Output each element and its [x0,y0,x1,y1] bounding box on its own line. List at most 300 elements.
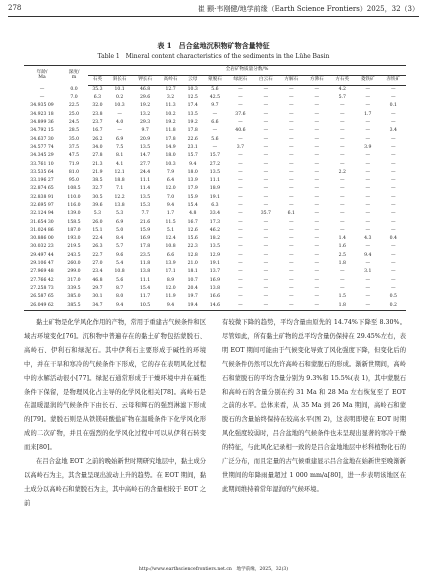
page-footer: http://www.earthsciencefrontiers.net.cn 地学前缘，2025，32(3) [138,567,289,572]
table-cell: — [314,186,320,192]
table-cell: — [263,203,269,208]
table-cell: 28.5 [68,128,80,134]
table-cell: 6.4 [166,178,175,184]
table-cell: — [263,194,269,200]
table-cell: 27.766 42 [30,277,54,283]
table-cell: 19.1 [209,261,221,267]
table-cell: 26.3 [92,244,103,250]
table-cell: — [289,144,294,150]
table-cell: 19.4 [183,302,202,311]
col-mineral: 石英 [88,76,107,86]
table-cell: 15.1 [92,227,103,233]
table-cell: 95.0 [68,178,80,184]
table-row [24,210,406,218]
table-cell: 22.6 [187,136,198,142]
table-cell: 3.9 [364,144,372,150]
table-cell: — [390,252,396,258]
table-cell: — [365,294,371,300]
table-cell: 19.1 [209,194,221,200]
table-cell: — [238,95,243,101]
table-cell: 7.5 [115,144,124,150]
table-cell: 7.0 [70,95,78,101]
table-cell: — [289,120,294,126]
table-cell: 1.7 [364,111,372,117]
table-cell: 27.2 [209,161,221,167]
table-cell: 4.8 [189,211,197,217]
table-cell: 14.7 [139,153,151,159]
table-cell: — [390,111,396,117]
table-cell: 34.345 29 [30,153,54,159]
table-cell: — [314,136,320,142]
table-cell: — [238,169,243,175]
table-cell: — [238,261,243,267]
table-cell: 34.899 36 [30,120,54,126]
table-row [24,252,406,260]
table-cell: 29.6 [139,95,151,101]
table-cell: 14.9 [165,144,176,150]
table-cell: 5.3 [93,211,102,217]
table-cell: 34.0 [92,144,103,150]
table-cell: 385.0 [67,294,81,300]
table-cell: — [390,277,396,283]
table-cell: — [212,128,218,134]
table-cell: — [390,169,396,175]
table-cell: 13.5 [209,244,221,250]
table-row [24,302,406,311]
table-cell: — [339,178,345,184]
table-cell: 5.7 [338,95,346,101]
col-mineral: 方石英 [330,76,355,86]
table-cell: 16.6 [209,294,221,300]
table-cell: 10.3 [187,86,198,92]
table-cell: 21.9 [92,169,103,175]
table-cell: — [339,136,345,142]
table-cell: 10.7 [187,277,198,283]
table-cell: 15.3 [139,203,151,208]
table-cell: 20.9 [139,136,151,142]
table-cell: 32.695 97 [30,203,54,208]
table-cell: — [238,203,243,208]
table-cell: — [365,103,371,109]
table-cell: — [263,277,269,283]
table-cell: 17.1 [165,269,176,275]
table-cell: — [390,95,396,101]
table-cell: 22.5 [68,103,80,109]
table-cell: 12.1 [114,169,125,175]
table-cell: — [365,86,371,92]
table-cell: 32.0 [92,103,103,109]
table-cell: 21.3 [92,161,103,167]
table-cell: 30.032 23 [30,244,54,250]
table-cell: — [339,111,345,117]
running-header [8,4,419,16]
table-cell: — [263,95,269,101]
table-cell: 139.0 [67,211,81,217]
body-paragraph: 有较微下降的趋势，平均含量由原先的 14.74%下降至 8.30%。尽管如此，所有黏土矿物的总平均含量仍保持在 29.45%左右，表明 EOT 期间可能由于气候变化导致了风化强度下降，但变化后的气候条件仍然可以允许高岭石和蒙脱石的形成。渐新世期间，高岭石和蒙脱石的平均含量分别为 9.3%和 15.5%(表 1)，其中蒙脱石和高岭石的含量分别在约 31 Ma 和 28 Ma 左右恢复至了 EOT 之前的水平。总体来看，从 35 Ma 到 26 Ma 期间，高岭石和蒙脱石的含量始终保持在较高水平(图 2)，这表明即使在 EOT 时期风化强度较弱时，吕合盆地的气候条件也未呈现出显著的寒冷干燥的特征，与此风化记录相一致的是吕合盆地地层中杉科植物化石的广泛分布，而且定量的古气候重建显示吕合盆地在始新世至晚渐新世期间的年降雨量超过 1 000 mm/a[80]，进一步表明该地区在此期间维持着常年湿润的气候环境。 [222,319,406,493]
table-row [24,152,406,160]
table-cell: 2.5 [338,252,346,258]
table-cell: 22.7 [92,252,103,258]
table-cell: 24.5 [68,120,80,126]
table-cell: — [289,178,294,184]
table-cell: 13.8 [114,203,125,208]
table-row [24,293,406,301]
col-depth: 深度/ m [68,70,80,80]
table-cell: 299.0 [67,269,81,275]
col-mineral: 菱铁矿 [355,76,380,86]
table-cell: — [339,194,345,200]
table-cell: — [263,144,269,150]
table-cell: — [263,261,269,267]
table-cell: 19.2 [139,103,151,109]
mineral-group-header: 全岩矿物质量分数/% [88,66,406,76]
table-cell: 5.3 [115,211,124,217]
table-cell: — [238,120,243,126]
table-cell: 2.2 [338,169,346,175]
table-cell: 34.923 18 [30,111,54,117]
table-cell: 10.2 [165,111,176,117]
table-cell: — [365,169,371,175]
table-cell: — [365,285,371,291]
table-cell: 11.3 [165,103,176,109]
table-cell: 29.497 44 [30,252,54,258]
table-cell: 12.4 [165,236,176,242]
table-cell: — [263,169,269,175]
table-cell: — [289,95,294,101]
table-cell: — [289,236,294,242]
table-row [24,144,406,152]
table-cell: 16.7 [92,128,103,134]
table-cell: — [314,285,320,291]
table-cell: — [365,219,371,225]
table-cell: — [289,186,294,192]
table-cell: 12.8 [187,252,198,258]
table-cell: 110.0 [67,194,81,200]
col-mineral: 赤铁矿 [380,76,406,86]
table-cell: — [314,103,320,109]
table-cell: — [390,136,396,142]
table-cell: 3.2 [166,95,175,101]
table-cell: — [390,86,396,92]
table-row [24,202,406,210]
table-cell: — [263,136,269,142]
table-cell: 18.9 [209,186,221,192]
table-cell: — [289,194,294,200]
col-mineral: 方沸石 [304,76,329,86]
table-cell: 7.0 [166,194,175,200]
table-cell: — [238,211,243,217]
table-cell: 385.5 [60,302,88,311]
table-row [24,194,406,202]
table-cell: 17.8 [187,128,198,134]
table-cell: 21.6 [139,219,151,225]
col-mineral: 斜长石 [107,76,132,86]
table-row [24,277,406,285]
table-cell: — [390,178,396,184]
table-cell: — [365,153,371,159]
table-cell: — [314,120,320,126]
table-cell: 23.8 [92,111,103,117]
table-cell: 34.577 74 [30,144,54,150]
table-cell: 6.3 [211,203,219,208]
table-cell: — [390,244,396,250]
table-cell: 13.8 [139,269,151,275]
table-cell: — [339,219,345,225]
table-cell: 10.1 [114,86,125,92]
table-cell: 13.5 [139,194,151,200]
table-cell: 30.886 00 [30,236,54,242]
table-cell: 33.4 [209,211,221,217]
table-cell: 30.5 [92,194,103,200]
table-cell: — [263,236,269,242]
table-cell: — [390,144,396,150]
table-cell: 9.4 [364,252,372,258]
table-cell: — [390,211,396,217]
table-cell: 9.4 [166,203,175,208]
table-cell: 42.5 [209,95,221,101]
table-cell: 7.1 [115,186,124,192]
table-cell: 11.1 [139,277,151,283]
table-cell: 4.1 [115,161,124,167]
table-cell: — [390,186,396,192]
table-cell: — [314,144,320,150]
table-cell: — [263,244,269,250]
table-cell: 29.106 47 [30,261,54,267]
table-cell: 17.4 [187,103,198,109]
table-cell: — [279,302,304,311]
table-cell: 27.969 48 [30,269,54,275]
table-cell: 5.7 [115,244,124,250]
table-cell: — [390,227,396,233]
table-cell: — [339,203,345,208]
table-cell: 13.9 [165,261,176,267]
table-cell: — [253,302,278,311]
table-cell: 19.2 [165,120,176,126]
table-cell: — [365,277,371,283]
table-cell: — [365,227,371,233]
table-cell: 16.7 [187,219,198,225]
table-cell: 35.7 [260,211,271,217]
table-cell: 11.1 [139,178,151,184]
table-cell: 39.6 [92,203,103,208]
table-cell: — [238,277,243,283]
table-cell: 27.258 73 [30,285,54,291]
table-cell: 12.5 [187,95,198,101]
table-cell: 12.9 [209,252,221,258]
table-cell: — [365,136,371,142]
table-cell: 34.792 15 [30,128,54,134]
table-cell: 10.5 [132,302,157,311]
table-cell: — [365,203,371,208]
table-row [24,136,406,144]
table-cell: — [314,111,320,117]
table-cell: — [238,186,243,192]
table-cell: — [365,95,371,101]
table-cell: 33.196 27 [30,178,54,184]
table-cell: 26.587 65 [30,294,54,300]
table-cell: 30.1 [92,294,103,300]
table-cell: — [314,277,320,283]
table-cell: 18.2 [209,236,221,242]
table-cell: — [314,86,320,92]
table-cell: 38.5 [92,178,103,184]
table-cell: — [238,244,243,250]
table-row [24,177,406,185]
table-cell: 8.9 [166,277,175,283]
col-mineral: 高岭石 [158,76,183,86]
table-cell: — [263,219,269,225]
table-cell: — [289,169,294,175]
table-cell: 6.6 [211,120,219,126]
table-cell: 12.0 [165,186,176,192]
table-cell: 5.6 [211,86,219,92]
table-cell: 15.7 [209,153,221,159]
table-cell: 31.654 30 [30,219,54,225]
table-cell: — [390,194,396,200]
table-cell: 11.8 [139,261,151,267]
table-cell: — [263,269,269,275]
table-cell: — [314,169,320,175]
table-cell: 3.4 [389,128,397,134]
table-cell: 32.874 65 [30,186,54,192]
body-paragraph: 在吕合盆地 EOT 之前的晚始新世时期研究地层中，黏土成分以高岭石为主，其含量呈现出波动上升的趋势。在 EOT 期间，黏土成分以高岭石和蒙脱石为主，其中高岭石的含量相较于 EOT 之前 [24,458,206,507]
table-cell: — [339,153,345,159]
table-cell: 0.1 [389,103,397,109]
table-cell: 5.6 [211,136,219,142]
table-cell: — [314,252,320,258]
table-cell: 47.5 [68,153,80,159]
table-cell: 219.5 [67,244,81,250]
table-cell: 25.0 [68,111,80,117]
table-cell: 18.0 [165,153,176,159]
table-row [24,285,406,293]
table-cell: — [314,153,320,159]
col-age: 年龄/ Ma [36,70,48,80]
table-row [24,127,406,135]
table-cell: — [238,252,243,258]
table-cell: — [238,103,243,109]
table-cell: 10.3 [165,161,176,167]
table-cell: — [238,194,243,200]
table-cell: — [263,227,269,233]
table-cell: — [365,244,371,250]
table-row [24,94,406,102]
table-cell: 11.7 [139,294,151,300]
table-cell: — [238,285,243,291]
table-cell: 187.0 [67,227,81,233]
table-cell: 5.0 [115,227,124,233]
table-cell: 1.7 [166,211,175,217]
table-cell: — [314,244,320,250]
table-cell: 12.2 [114,194,125,200]
table-cell: 46.8 [139,86,151,92]
col-mineral: 白云石 [253,76,278,86]
table-cell: — [289,161,294,167]
table-cell: 3.7 [236,144,245,150]
table-cell: — [238,236,243,242]
table-cell: — [289,261,294,267]
table-cell: 17.8 [165,136,176,142]
table-cell: — [289,219,294,225]
table-row [24,227,406,235]
table-cell: 27.8 [92,153,103,159]
table-cell: 31.024 86 [30,227,54,233]
page-number: 278 [8,4,22,12]
table-cell: 6.9 [115,136,124,142]
table-cell: 6.9 [115,219,124,225]
table-cell: — [238,178,243,184]
table-cell: — [263,161,269,167]
table-cell: — [390,153,396,159]
table-cell: 35.3 [92,86,103,92]
table-cell: 13.2 [139,111,151,117]
table-cell: 1.5 [338,294,346,300]
table-cell: 260.0 [67,261,81,267]
table-cell: — [339,211,345,217]
table-cell: 7.7 [141,211,149,217]
table-cell: 13.5 [187,111,198,117]
table-cell: 5.4 [115,261,124,267]
table-row [24,103,406,111]
table-cell: 18.0 [187,169,198,175]
table-cell: 17.9 [187,186,198,192]
table-cell: — [339,161,345,167]
table-cell: 21.0 [187,261,198,267]
table-cell: 15.9 [187,194,198,200]
table-cell: — [289,153,294,159]
table-cell: 15.6 [187,236,198,242]
table-cell: — [117,128,122,134]
table-cell: 9.4 [107,302,132,311]
table-cell: 10.8 [114,269,125,275]
table-cell: — [289,203,294,208]
table-cell: 22.3 [187,244,198,250]
table-cell: — [263,103,269,109]
table-caption-zh: 表 1 吕合盆地沉积物矿物含量特征 [157,41,270,50]
table-cell: 27.7 [139,161,151,167]
table-cell: — [390,261,396,267]
table-cell: 18.1 [187,269,198,275]
table-cell: — [365,161,371,167]
table-cell: 14.6 [202,302,227,311]
table-cell: — [390,219,396,225]
table-cell: 6.1 [287,211,295,217]
col-mineral: 蒙脱石 [202,76,227,86]
table-cell: — [339,277,345,283]
table-cell: — [39,95,45,101]
table-cell: 0.5 [389,294,397,300]
mineral-content-table [24,65,406,311]
table-cell: — [365,128,371,134]
table-cell: 26.0 [92,219,103,225]
table-cell: 8.1 [115,153,124,159]
body-right-column [222,316,406,497]
table-cell: 19.2 [187,120,198,126]
table-cell: 4.3 [364,236,372,242]
table-row [24,260,406,268]
table-cell: 23.5 [139,252,151,258]
table-cell: 23.7 [92,120,103,126]
table-cell: — [263,178,269,184]
table-cell: 29.3 [139,120,151,126]
table-cell: 27.0 [92,261,103,267]
table-cell: — [390,203,396,208]
table-cell: 116.0 [67,203,81,208]
table-cell: — [263,120,269,126]
table-cell: — [304,302,329,311]
table-cell: — [289,103,294,109]
table-cell: 9.4 [189,161,197,167]
